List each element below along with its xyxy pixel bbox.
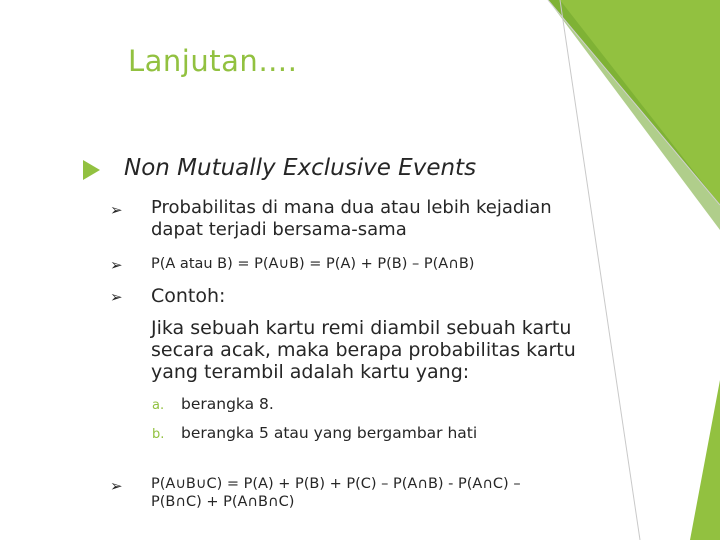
arrowhead-bullet-icon: ➢: [110, 477, 123, 495]
bullet-3-line-1: Contoh:: [151, 285, 226, 307]
bullet-3-line-4: yang terambil adalah kartu yang:: [151, 361, 470, 383]
diamond-triangle-bullet-icon: [83, 160, 100, 180]
slide-title: Lanjutan….: [128, 44, 298, 78]
deco-bottom-triangle: [690, 380, 720, 540]
sub-item-b-text: berangka 5 atau yang bergambar hati: [181, 424, 478, 442]
bullet-3-line-2: Jika sebuah kartu remi diambil sebuah kartu: [151, 317, 572, 339]
arrowhead-bullet-icon: ➢: [110, 256, 123, 274]
bullet-3-line-3: secara acak, maka berapa probabilitas kartu: [151, 339, 576, 361]
bullet-1-line-1: Probabilitas di mana dua atau lebih kejadian: [151, 197, 552, 218]
sub-item-b-label: b.: [152, 427, 165, 442]
sub-item-a-text: berangka 8.: [181, 395, 274, 413]
bullet-4-line-2: P(B∩C) + P(A∩B∩C): [151, 494, 295, 510]
arrowhead-bullet-icon: ➢: [110, 288, 123, 306]
arrowhead-bullet-icon: ➢: [110, 201, 123, 219]
bullet-4-line-1: P(A∪B∪C) = P(A) + P(B) + P(C) – P(A∩B) - P(A∩C) –: [151, 476, 521, 492]
bullet-1-line-2: dapat terjadi bersama-sama: [151, 219, 407, 240]
sub-item-a-label: a.: [152, 398, 165, 413]
bullet-2-formula: P(A atau B) = P(A∪B) = P(A) + P(B) – P(A∩B): [151, 256, 475, 272]
section-heading: Non Mutually Exclusive Events: [124, 155, 477, 181]
